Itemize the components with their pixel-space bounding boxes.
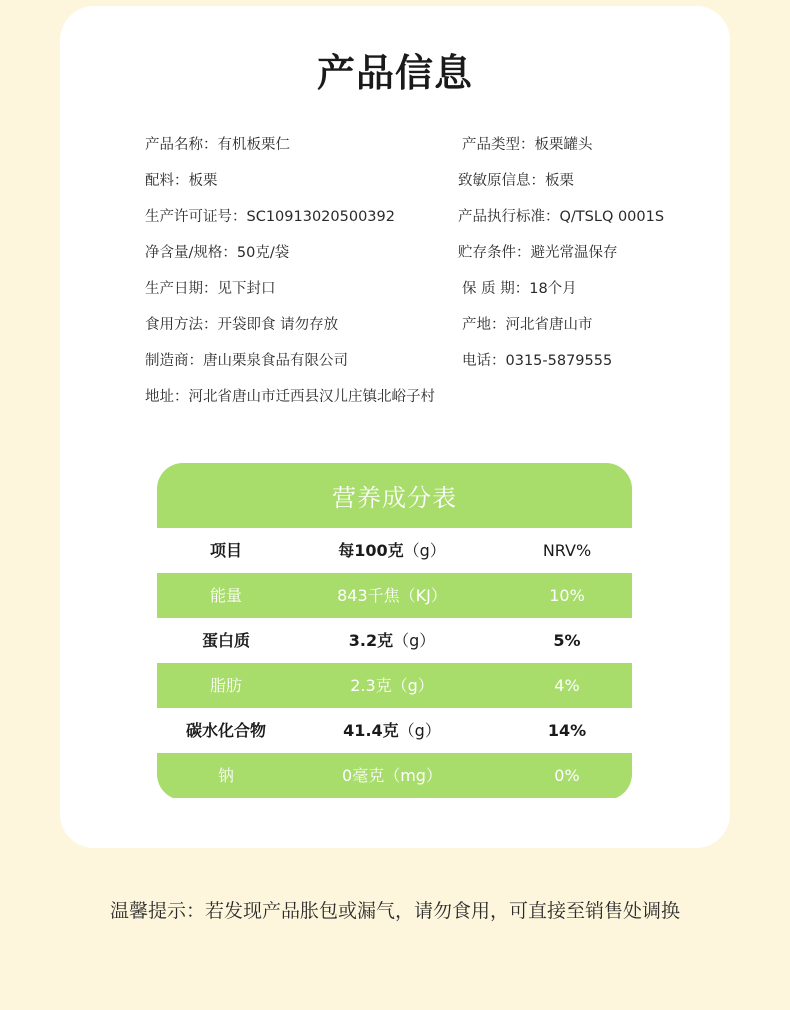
nutrition-table [157,463,632,800]
header-item: 项目 [209,541,242,560]
nutrient-name: 脂肪 [209,676,242,695]
info-phone: 电话：0315-5879555 [462,353,613,369]
nutrient-nrv: 4% [554,676,580,695]
page-title: 产品信息 [316,51,473,95]
header-nrv: NRV% [542,541,592,560]
info-origin: 产地：河北省唐山市 [462,317,593,333]
info-address: 地址：河北省唐山市迁西县汉儿庄镇北峪子村 [145,389,435,405]
nutrition-row-protein [157,618,632,663]
info-license-number: 生产许可证号：SC10913020500392 [145,209,395,225]
nutrient-nrv: 14% [547,721,587,740]
nutrient-name: 蛋白质 [201,631,250,650]
info-shelf-life: 保 质 期：18个月 [462,281,577,297]
nutrition-row-energy [157,573,632,618]
nutrition-header-row [157,528,632,573]
info-manufacturer: 制造商：唐山栗泉食品有限公司 [145,353,348,369]
nutrition-row-carbohydrate [157,708,632,753]
nutrient-value: 843千焦（KJ） [337,586,447,605]
info-usage: 食用方法：开袋即食 请勿存放 [145,317,339,333]
header-per-100g: 每100克（g） [338,541,446,560]
nutrition-table-title: 营养成分表 [157,463,632,528]
info-allergen: 致敏原信息：板栗 [458,173,574,189]
nutrient-value: 41.4克（g） [343,721,441,740]
product-info-card [60,6,730,848]
nutrition-row-sodium [157,753,632,798]
nutrient-nrv: 10% [549,586,585,605]
info-standard: 产品执行标准：Q/TSLQ 0001S [458,209,665,225]
nutrient-name: 钠 [217,766,234,785]
info-storage: 贮存条件：避光常温保存 [458,245,618,261]
nutrient-nrv: 0% [554,766,580,785]
info-ingredients: 配料：板栗 [145,173,218,189]
info-product-type: 产品类型：板栗罐头 [462,137,593,153]
nutrient-name: 碳水化合物 [185,721,266,740]
info-production-date: 生产日期：见下封口 [145,281,276,297]
nutrient-name: 能量 [209,586,242,605]
info-net-content: 净含量/规格：50克/袋 [145,245,290,261]
info-product-name: 产品名称：有机板栗仁 [145,137,290,153]
warm-notice: 温馨提示：若发现产品胀包或漏气，请勿食用，可直接至销售处调换 [109,900,680,922]
nutrient-value: 0毫克（mg） [342,766,442,785]
nutrient-value: 3.2克（g） [348,631,436,650]
nutrient-nrv: 5% [553,631,581,650]
nutrition-row-fat [157,663,632,708]
nutrient-value: 2.3克（g） [350,676,434,695]
